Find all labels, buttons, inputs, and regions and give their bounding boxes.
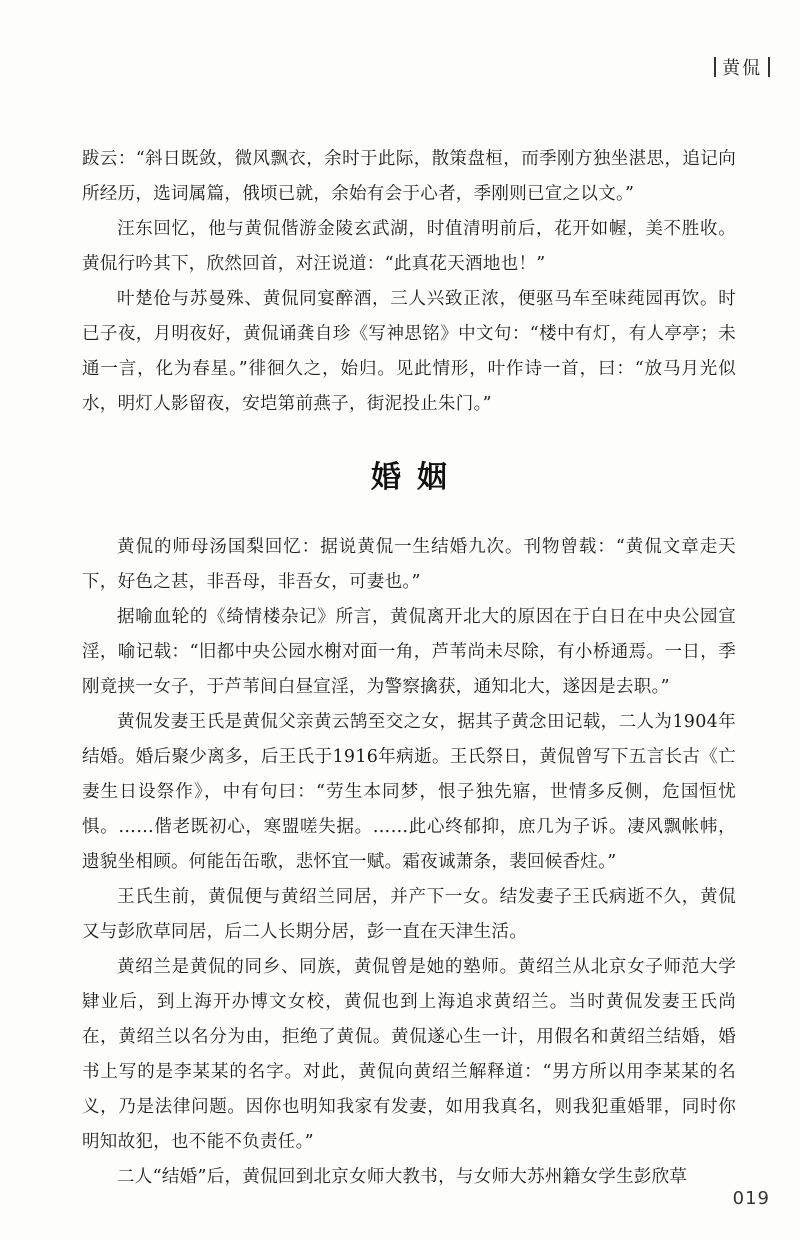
paragraph: 叶楚伧与苏曼殊、黄侃同宴醉酒，三人兴致正浓，便驱马车至味莼园再饮。时已子夜，月明夜好，黄侃诵龚自珍《写神思铭》中文句：“楼中有灯，有人亭亭；未通一言，化为春星。”徘徊久之，始归。见此情形，叶作诗一首，曰：“放马月光似水，明灯人影留夜，安垲第前燕子，街泥投止朱门。” [82, 289, 736, 414]
running-header [714, 54, 770, 80]
body-text [82, 142, 736, 1195]
paragraph: 黄侃发妻王氏是黄侃父亲黄云鹄至交之女，据其子黄念田记载，二人为1904年结婚。婚后聚少离多，后王氏于1916年病逝。王氏祭日，黄侃曾写下五言长古《亡妻生日设祭作》，中有句曰：“劳生本同梦，恨子独先寤，世情多反侧，危国恒忧惧。……偕老既初心，寒盟嗟失据。……此心终郁抑，庶几为子诉。凄风飘帐帏，遗貌坐相顾。何能缶缶歌，悲怀宜一赋。霜夜诚萧条，裴回候香炷。” [82, 712, 736, 872]
paragraph: 黄绍兰是黄侃的同乡、同族，黄侃曾是她的塾师。黄绍兰从北京女子师范大学肄业后，到上海开办博文女校，黄侃也到上海追求黄绍兰。当时黄侃发妻王氏尚在，黄绍兰以名分为由，拒绝了黄侃。黄侃遂心生一计，用假名和黄绍兰结婚，婚书上写的是李某某的名字。对此，黄侃向黄绍兰解释道：“男方所以用李某某的名义，乃是法律问题。因你也明知我家有发妻，如用我真名，则我犯重婚罪，同时你明知故犯，也不能不负责任。” [82, 957, 736, 1152]
page-number: 019 [732, 1188, 770, 1209]
paragraph: 据喻血轮的《绮情楼杂记》所言，黄侃离开北大的原因在于白日在中央公园宣淫，喻记载：“旧都中央公园水榭对面一角，芦苇尚未尽除，有小桥通焉。一日，季刚竟挟一女子，于芦苇间白昼宣淫，为警察擒获，通知北大，遂因是去职。” [82, 607, 736, 697]
paragraph: 跋云：“斜日既敛，微风飘衣，余时于此际，散策盘桓，而季刚方独坐湛思，追记向所经历，选词属篇，俄顷已就，余始有会于心者，季刚则已宣之以文。” [82, 149, 736, 204]
header-left-bar [714, 57, 716, 77]
paragraph: 王氏生前，黄侃便与黄绍兰同居，并产下一女。结发妻子王氏病逝不久，黄侃又与彭欣草同居，后二人长期分居，彭一直在天津生活。 [82, 887, 736, 942]
paragraph: 二人“结婚”后，黄侃回到北京女师大教书，与女师大苏州籍女学生彭欣草 [117, 1167, 688, 1187]
running-header-title: 黄侃 [722, 58, 762, 79]
section-heading: 婚姻 [371, 460, 463, 495]
paragraph: 汪东回忆，他与黄侃偕游金陵玄武湖，时值清明前后，花开如幄，美不胜收。黄侃行吟其下，欣然回首，对汪说道：“此真花天酒地也！” [82, 219, 736, 274]
paragraph: 黄侃的师母汤国梨回忆：据说黄侃一生结婚九次。刊物曾载：“黄侃文章走天下，好色之甚，非吾母，非吾女，可妻也。” [82, 537, 736, 592]
header-right-bar [768, 57, 770, 77]
